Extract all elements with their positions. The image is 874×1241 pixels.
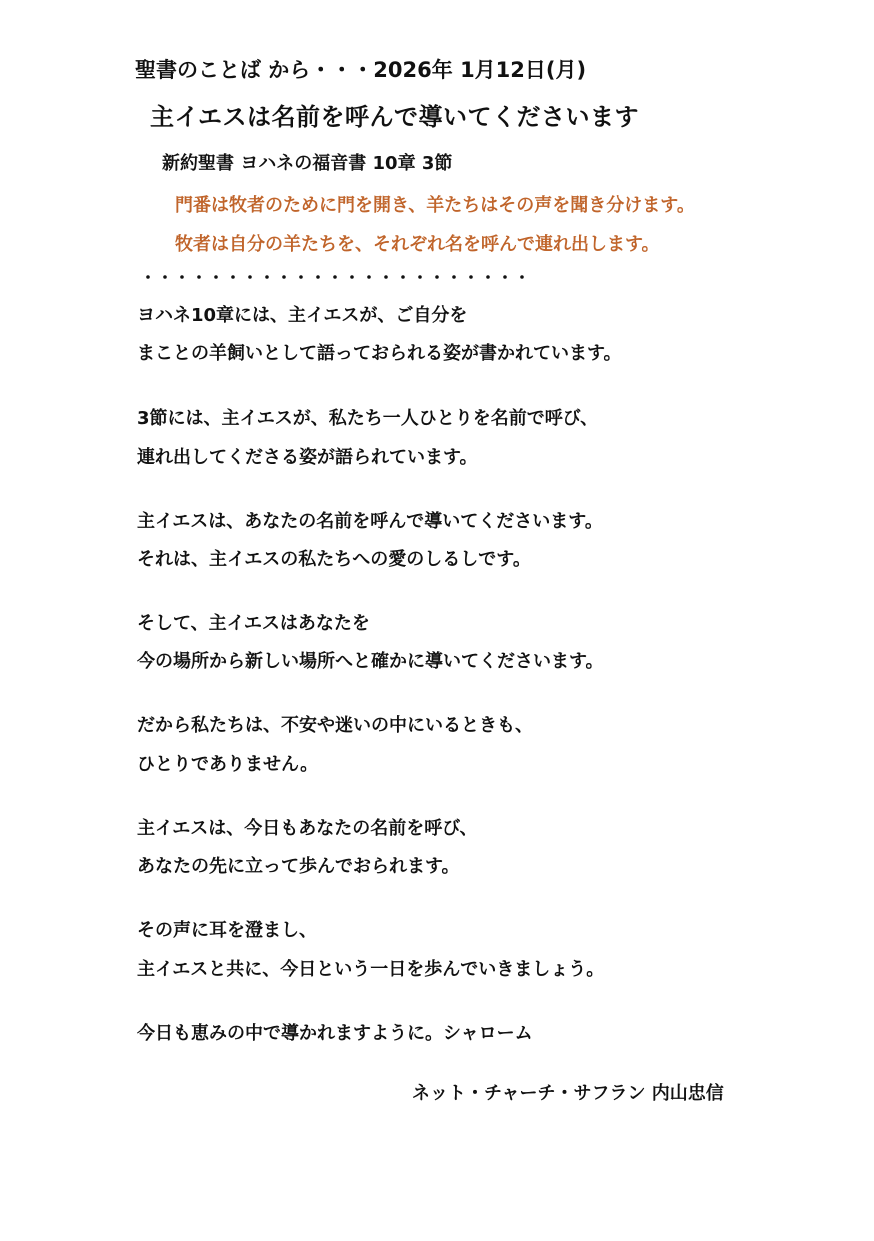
paragraph-6-line-1: 主イエスは、今日もあなたの名前を呼び、	[137, 818, 478, 839]
paragraph-5-line-2: ひとりでありません。	[137, 754, 319, 775]
verse-line-2: 牧者は自分の羊たちを、それぞれ名を呼んで連れ出します。	[175, 234, 660, 255]
paragraph-4-line-2: 今の場所から新しい場所へと確かに導いてくださいます。	[137, 651, 604, 672]
page-title: 主イエスは名前を呼んで導いてくださいます	[150, 103, 640, 131]
signature: ネット・チャーチ・サフラン 内山忠信	[412, 1083, 724, 1104]
paragraph-3-line-2: それは、主イエスの私たちへの愛のしるしです。	[137, 549, 531, 570]
paragraph-6-line-2: あなたの先に立って歩んでおられます。	[137, 856, 460, 877]
paragraph-2-line-1: 3節には、主イエスが、私たち一人ひとりを名前で呼び、	[137, 408, 599, 429]
paragraph-7-line-1: その声に耳を澄まし、	[137, 920, 317, 941]
paragraph-5-line-1: だから私たちは、不安や迷いの中にいるときも、	[137, 715, 533, 736]
paragraph-7-line-2: 主イエスと共に、今日という一日を歩んでいきましょう。	[137, 959, 605, 980]
verse-line-1: 門番は牧者のために門を開き、羊たちはその声を聞き分けます。	[175, 195, 695, 216]
separator-dots: ・・・・・・・・・・・・・・・・・・・・・・・	[140, 268, 532, 287]
scripture-reference: 新約聖書 ヨハネの福音書 10章 3節	[162, 153, 453, 174]
header-date-line: 聖書のことば から・・・2026年 1月12日(月)	[135, 58, 587, 82]
paragraph-1-line-2: まことの羊飼いとして語っておられる姿が書かれています。	[137, 343, 622, 364]
paragraph-4-line-1: そして、主イエスはあなたを	[137, 613, 370, 634]
paragraph-3-line-1: 主イエスは、あなたの名前を呼んで導いてくださいます。	[137, 511, 603, 532]
paragraph-2-line-2: 連れ出してくださる姿が語られています。	[137, 447, 478, 468]
paragraph-1-line-1: ヨハネ10章には、主イエスが、ご自分を	[137, 305, 468, 326]
paragraph-8-line-1: 今日も恵みの中で導かれますように。シャローム	[137, 1023, 533, 1044]
